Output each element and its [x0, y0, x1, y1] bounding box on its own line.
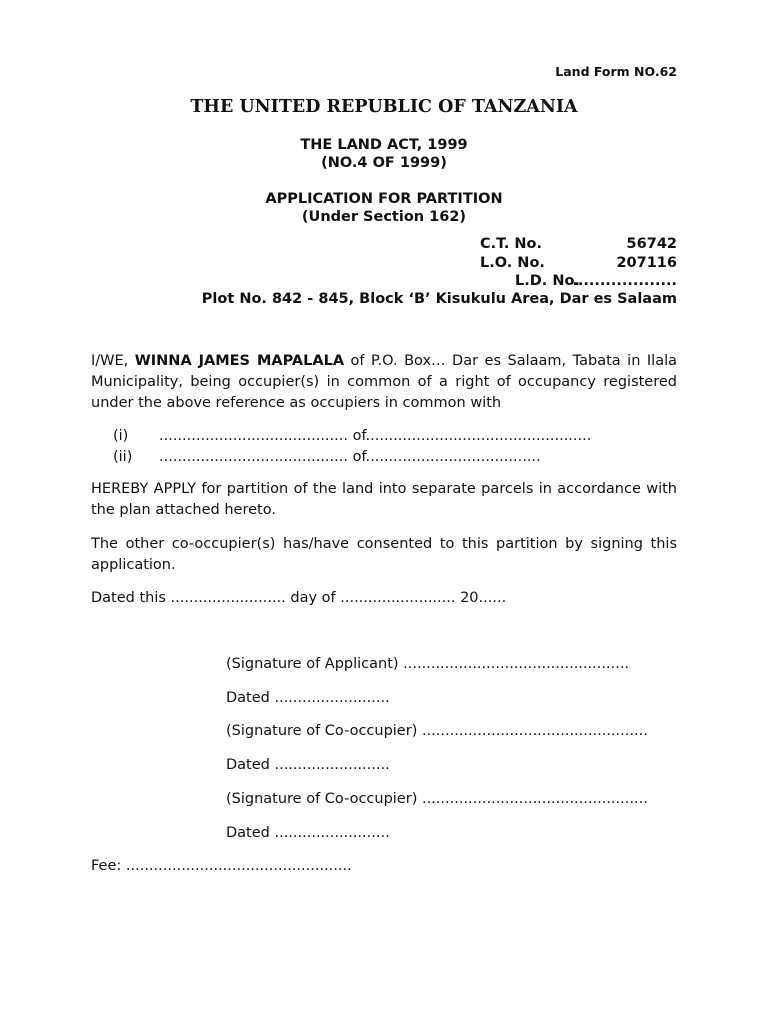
country-title: THE UNITED REPUBLIC OF TANZANIA: [190, 97, 578, 117]
intro-rest: of P.O. Box… Dar es Salaam, Tabata in Ilala Municipality, being occupier(s) in common of a right of occupancy registered under the above reference as occupiers in common with: [91, 353, 677, 411]
section-reference: (Under Section 162): [301, 209, 467, 225]
applicant-dated-line: Dated .........................: [226, 690, 390, 706]
ct-number-row: [480, 236, 677, 254]
item-text-1: ......................................... of.................................................: [159, 428, 592, 444]
co-occupier-dated-line-1: Dated .........................: [226, 757, 390, 773]
item-number-2: (ii): [113, 449, 133, 465]
co-occupier-signature-line-1: (Signature of Co-occupier) .................................................: [226, 723, 648, 739]
item-text-2: ......................................... of......................................: [159, 449, 541, 465]
fee-line: Fee: .................................................: [91, 858, 352, 874]
ld-number-row: [480, 273, 677, 291]
hereby-paragraph: HEREBY APPLY for partition of the land into separate parcels in accordance with the plan attached hereto.: [91, 481, 677, 518]
ct-label: C.T. No.: [480, 236, 543, 252]
form-number: Land Form NO.62: [555, 64, 677, 79]
applicant-name: WINNA JAMES MAPALALA: [134, 353, 345, 369]
lo-value: 207116: [616, 255, 677, 271]
consent-paragraph: The other co-occupier(s) has/have consented to this partition by signing this application.: [91, 536, 677, 573]
intro-paragraph: [91, 351, 677, 414]
act-title: THE LAND ACT, 1999: [300, 137, 468, 153]
ld-label: L.D. No.: [515, 273, 580, 289]
plot-description: Plot No. 842 - 845, Block ‘B’ Kisukulu Area, Dar es Salaam: [201, 291, 677, 307]
ld-value: ...................: [572, 273, 677, 289]
ct-value: 56742: [626, 236, 677, 252]
act-number: (NO.4 OF 1999): [321, 155, 447, 171]
lo-number-row: [480, 255, 677, 273]
item-number-1: (i): [113, 428, 129, 444]
co-occupier-dated-line-2: Dated .........................: [226, 825, 390, 841]
co-occupier-signature-line-2: (Signature of Co-occupier) .................................................: [226, 791, 648, 807]
intro-prefix: I/WE,: [91, 353, 135, 369]
application-title: APPLICATION FOR PARTITION: [265, 191, 503, 207]
applicant-signature-line: (Signature of Applicant) .................................................: [226, 656, 630, 672]
lo-label: L.O. No.: [480, 255, 545, 271]
dated-line: Dated this ......................... day of ......................... 20......: [91, 590, 507, 606]
